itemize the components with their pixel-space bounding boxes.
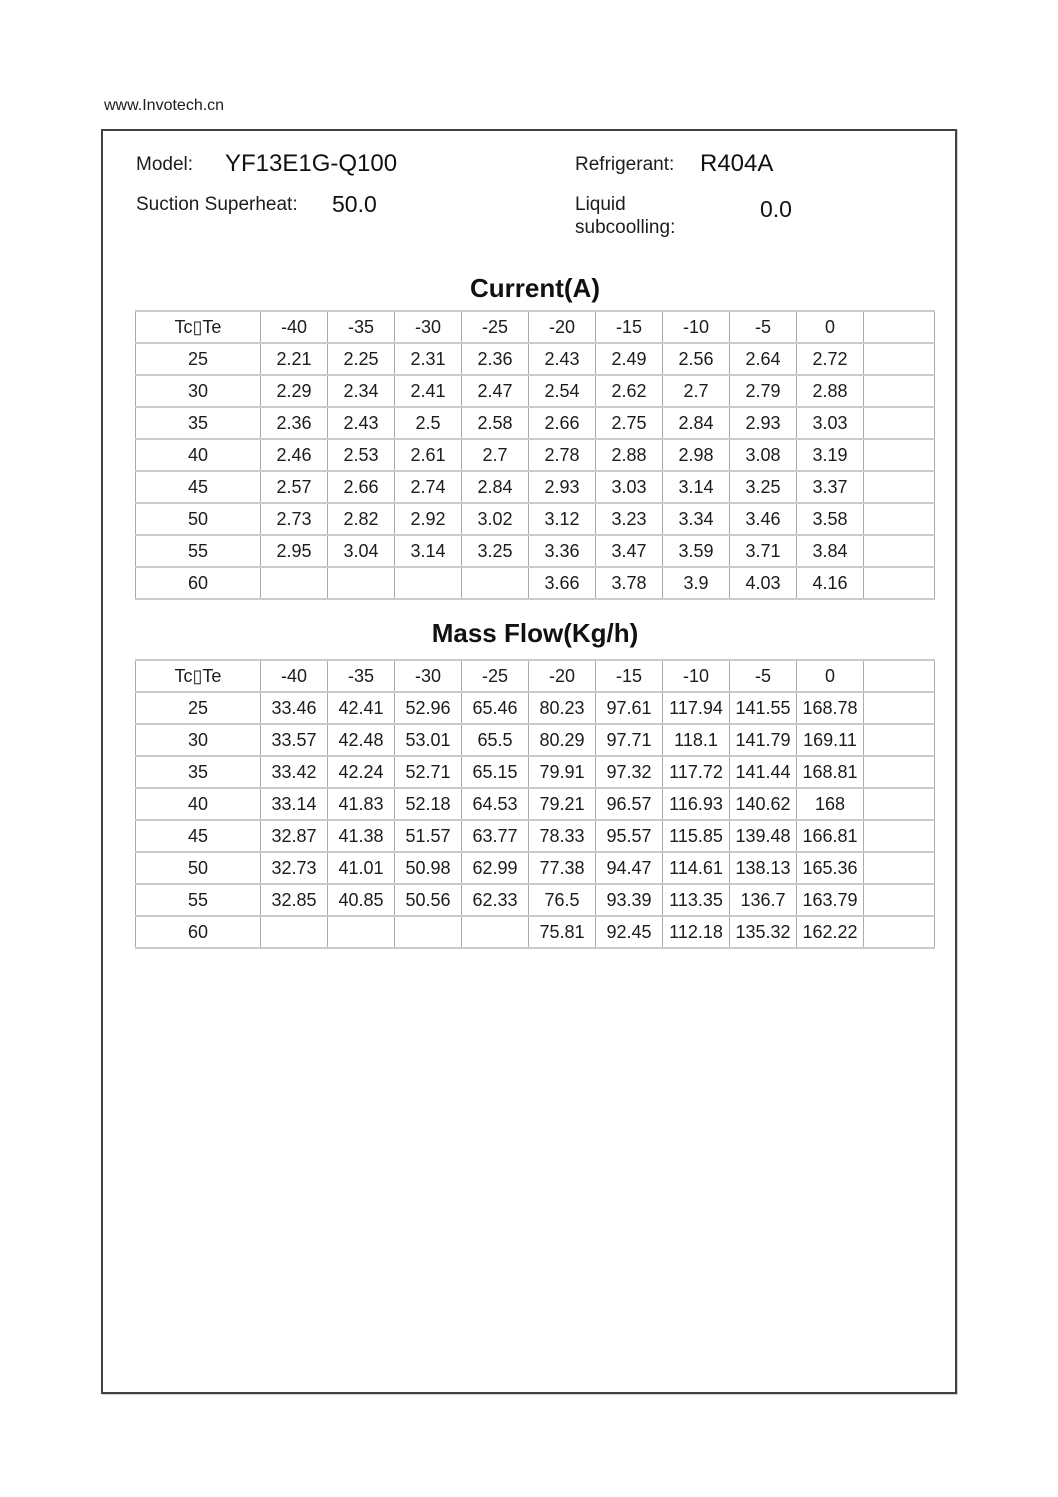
column-header-cell: -25 [462, 660, 529, 692]
value-cell: 3.84 [797, 535, 864, 567]
value-cell: 77.38 [529, 852, 596, 884]
value-cell: 2.21 [261, 343, 328, 375]
value-cell [864, 343, 935, 375]
value-cell: 4.03 [730, 567, 797, 599]
table-row [136, 692, 935, 724]
value-cell: 2.92 [395, 503, 462, 535]
column-header-cell: -15 [596, 311, 663, 343]
value-cell: 118.1 [663, 724, 730, 756]
row-label-cell: 40 [136, 788, 261, 820]
value-cell: 2.57 [261, 471, 328, 503]
value-cell: 141.55 [730, 692, 797, 724]
value-cell: 168 [797, 788, 864, 820]
value-cell: 97.61 [596, 692, 663, 724]
column-header-cell: -35 [328, 311, 395, 343]
corner-label-cell: Tc▯Te [136, 311, 261, 343]
value-cell: 141.79 [730, 724, 797, 756]
value-cell: 3.19 [797, 439, 864, 471]
value-cell: 2.47 [462, 375, 529, 407]
value-cell: 2.88 [596, 439, 663, 471]
value-cell: 97.71 [596, 724, 663, 756]
value-cell: 2.72 [797, 343, 864, 375]
value-cell: 3.12 [529, 503, 596, 535]
value-cell: 2.56 [663, 343, 730, 375]
row-label-cell: 35 [136, 756, 261, 788]
value-cell: 33.46 [261, 692, 328, 724]
value-cell: 2.49 [596, 343, 663, 375]
row-label-cell: 25 [136, 692, 261, 724]
model-value: YF13E1G-Q100 [225, 150, 398, 177]
table-row [136, 535, 935, 567]
value-cell [864, 884, 935, 916]
row-label-cell: 50 [136, 852, 261, 884]
column-header-cell: -5 [730, 311, 797, 343]
value-cell: 168.78 [797, 692, 864, 724]
column-header-cell: -30 [395, 311, 462, 343]
table-row [136, 439, 935, 471]
value-cell: 2.62 [596, 375, 663, 407]
value-cell: 2.93 [730, 407, 797, 439]
value-cell: 96.57 [596, 788, 663, 820]
value-cell: 51.57 [395, 820, 462, 852]
value-cell [864, 567, 935, 599]
value-cell: 116.93 [663, 788, 730, 820]
value-cell [864, 916, 935, 948]
value-cell: 117.94 [663, 692, 730, 724]
value-cell: 80.23 [529, 692, 596, 724]
value-cell: 79.91 [529, 756, 596, 788]
value-cell: 3.59 [663, 535, 730, 567]
value-cell: 3.66 [529, 567, 596, 599]
value-cell: 3.04 [328, 535, 395, 567]
row-label-cell: 30 [136, 375, 261, 407]
value-cell: 3.25 [730, 471, 797, 503]
table-row [136, 343, 935, 375]
value-cell: 79.21 [529, 788, 596, 820]
value-cell: 112.18 [663, 916, 730, 948]
value-cell: 3.03 [797, 407, 864, 439]
value-cell: 2.43 [328, 407, 395, 439]
value-cell: 42.24 [328, 756, 395, 788]
value-cell: 2.41 [395, 375, 462, 407]
value-cell: 3.14 [395, 535, 462, 567]
value-cell: 50.98 [395, 852, 462, 884]
column-header-cell: -15 [596, 660, 663, 692]
table-row [136, 884, 935, 916]
value-cell: 136.7 [730, 884, 797, 916]
value-cell: 2.54 [529, 375, 596, 407]
value-cell: 2.46 [261, 439, 328, 471]
model-label: Model: [136, 154, 194, 175]
value-cell: 40.85 [328, 884, 395, 916]
value-cell: 76.5 [529, 884, 596, 916]
table-row [136, 852, 935, 884]
value-cell: 3.03 [596, 471, 663, 503]
value-cell: 52.18 [395, 788, 462, 820]
value-cell: 114.61 [663, 852, 730, 884]
value-cell [864, 503, 935, 535]
value-cell [261, 567, 328, 599]
value-cell: 2.7 [462, 439, 529, 471]
value-cell: 65.15 [462, 756, 529, 788]
current-table-title: Current(A) [470, 273, 600, 303]
value-cell: 2.61 [395, 439, 462, 471]
column-header-cell [864, 311, 935, 343]
value-cell: 33.42 [261, 756, 328, 788]
value-cell: 2.84 [462, 471, 529, 503]
value-cell: 97.32 [596, 756, 663, 788]
value-cell: 168.81 [797, 756, 864, 788]
value-cell: 162.22 [797, 916, 864, 948]
value-cell: 2.29 [261, 375, 328, 407]
value-cell: 2.79 [730, 375, 797, 407]
value-cell [328, 916, 395, 948]
table-header-row [136, 660, 935, 692]
row-label-cell: 60 [136, 567, 261, 599]
value-cell: 65.5 [462, 724, 529, 756]
massflow-table [135, 659, 935, 949]
table-row [136, 407, 935, 439]
column-header-cell: -10 [663, 311, 730, 343]
value-cell: 2.73 [261, 503, 328, 535]
row-label-cell: 35 [136, 407, 261, 439]
value-cell [462, 916, 529, 948]
value-cell: 32.85 [261, 884, 328, 916]
value-cell [864, 407, 935, 439]
value-cell: 3.46 [730, 503, 797, 535]
value-cell: 141.44 [730, 756, 797, 788]
value-cell: 2.84 [663, 407, 730, 439]
value-cell: 41.01 [328, 852, 395, 884]
document-frame [101, 129, 957, 1394]
value-cell: 92.45 [596, 916, 663, 948]
value-cell: 2.36 [462, 343, 529, 375]
value-cell [864, 756, 935, 788]
value-cell: 2.66 [328, 471, 395, 503]
value-cell: 2.7 [663, 375, 730, 407]
value-cell: 113.35 [663, 884, 730, 916]
site-url: www.Invotech.cn [104, 97, 225, 114]
value-cell: 3.58 [797, 503, 864, 535]
value-cell [864, 692, 935, 724]
value-cell: 3.25 [462, 535, 529, 567]
value-cell: 63.77 [462, 820, 529, 852]
value-cell: 78.33 [529, 820, 596, 852]
value-cell: 94.47 [596, 852, 663, 884]
table-row [136, 788, 935, 820]
value-cell: 165.36 [797, 852, 864, 884]
value-cell: 3.71 [730, 535, 797, 567]
row-label-cell: 25 [136, 343, 261, 375]
value-cell: 33.14 [261, 788, 328, 820]
value-cell: 2.43 [529, 343, 596, 375]
value-cell [864, 820, 935, 852]
value-cell: 75.81 [529, 916, 596, 948]
row-label-cell: 45 [136, 820, 261, 852]
liquid-subcooling-value: 0.0 [760, 196, 792, 222]
row-label-cell: 60 [136, 916, 261, 948]
value-cell: 135.32 [730, 916, 797, 948]
value-cell: 3.14 [663, 471, 730, 503]
value-cell: 64.53 [462, 788, 529, 820]
value-cell: 3.02 [462, 503, 529, 535]
value-cell: 41.83 [328, 788, 395, 820]
value-cell: 3.34 [663, 503, 730, 535]
value-cell: 3.78 [596, 567, 663, 599]
value-cell: 2.36 [261, 407, 328, 439]
column-header-cell: -20 [529, 311, 596, 343]
value-cell [395, 567, 462, 599]
table-row [136, 567, 935, 599]
row-label-cell: 40 [136, 439, 261, 471]
refrigerant-label: Refrigerant: [575, 154, 675, 175]
liquid-subcooling-label: Liquid subcoolling: [575, 194, 676, 238]
value-cell [462, 567, 529, 599]
value-cell: 169.11 [797, 724, 864, 756]
column-header-cell: 0 [797, 311, 864, 343]
row-label-cell: 30 [136, 724, 261, 756]
value-cell: 115.85 [663, 820, 730, 852]
value-cell: 3.36 [529, 535, 596, 567]
value-cell: 163.79 [797, 884, 864, 916]
current-table [135, 310, 935, 600]
value-cell [864, 852, 935, 884]
value-cell: 2.74 [395, 471, 462, 503]
value-cell: 32.87 [261, 820, 328, 852]
value-cell: 65.46 [462, 692, 529, 724]
value-cell [864, 375, 935, 407]
value-cell: 2.53 [328, 439, 395, 471]
value-cell [864, 724, 935, 756]
value-cell: 2.95 [261, 535, 328, 567]
value-cell: 2.75 [596, 407, 663, 439]
value-cell: 4.16 [797, 567, 864, 599]
value-cell [864, 471, 935, 503]
value-cell: 3.23 [596, 503, 663, 535]
table-row [136, 503, 935, 535]
value-cell: 140.62 [730, 788, 797, 820]
value-cell: 52.71 [395, 756, 462, 788]
value-cell: 62.33 [462, 884, 529, 916]
value-cell: 80.29 [529, 724, 596, 756]
massflow-table-title: Mass Flow(Kg/h) [431, 618, 639, 648]
table-row [136, 375, 935, 407]
value-cell [864, 535, 935, 567]
value-cell: 3.37 [797, 471, 864, 503]
column-header-cell: -40 [261, 660, 328, 692]
value-cell: 2.66 [529, 407, 596, 439]
value-cell: 2.25 [328, 343, 395, 375]
value-cell: 42.48 [328, 724, 395, 756]
value-cell: 2.58 [462, 407, 529, 439]
row-label-cell: 55 [136, 535, 261, 567]
column-header-cell: -20 [529, 660, 596, 692]
value-cell: 41.38 [328, 820, 395, 852]
row-label-cell: 55 [136, 884, 261, 916]
value-cell: 93.39 [596, 884, 663, 916]
value-cell: 32.73 [261, 852, 328, 884]
value-cell: 3.08 [730, 439, 797, 471]
value-cell [864, 439, 935, 471]
value-cell [261, 916, 328, 948]
suction-superheat-label: Suction Superheat: [136, 194, 298, 215]
value-cell: 2.82 [328, 503, 395, 535]
value-cell: 2.34 [328, 375, 395, 407]
value-cell: 2.98 [663, 439, 730, 471]
corner-label-cell: Tc▯Te [136, 660, 261, 692]
table-row [136, 756, 935, 788]
value-cell: 50.56 [395, 884, 462, 916]
value-cell: 33.57 [261, 724, 328, 756]
column-header-cell: -25 [462, 311, 529, 343]
table-header-row [136, 311, 935, 343]
value-cell: 117.72 [663, 756, 730, 788]
value-cell: 2.93 [529, 471, 596, 503]
table-row [136, 916, 935, 948]
column-header-cell: -40 [261, 311, 328, 343]
table-row [136, 724, 935, 756]
value-cell: 52.96 [395, 692, 462, 724]
value-cell: 138.13 [730, 852, 797, 884]
table-row [136, 471, 935, 503]
column-header-cell: -5 [730, 660, 797, 692]
value-cell: 2.88 [797, 375, 864, 407]
value-cell: 2.64 [730, 343, 797, 375]
value-cell: 139.48 [730, 820, 797, 852]
value-cell [395, 916, 462, 948]
value-cell: 62.99 [462, 852, 529, 884]
value-cell: 42.41 [328, 692, 395, 724]
value-cell: 2.78 [529, 439, 596, 471]
value-cell [864, 788, 935, 820]
value-cell [328, 567, 395, 599]
value-cell: 95.57 [596, 820, 663, 852]
value-cell: 3.47 [596, 535, 663, 567]
value-cell: 2.5 [395, 407, 462, 439]
value-cell: 166.81 [797, 820, 864, 852]
column-header-cell: 0 [797, 660, 864, 692]
column-header-cell [864, 660, 935, 692]
suction-superheat-value: 50.0 [332, 191, 377, 217]
column-header-cell: -10 [663, 660, 730, 692]
value-cell: 3.9 [663, 567, 730, 599]
column-header-cell: -30 [395, 660, 462, 692]
column-header-cell: -35 [328, 660, 395, 692]
value-cell: 2.31 [395, 343, 462, 375]
refrigerant-value: R404A [700, 150, 774, 177]
row-label-cell: 50 [136, 503, 261, 535]
row-label-cell: 45 [136, 471, 261, 503]
value-cell: 53.01 [395, 724, 462, 756]
table-row [136, 820, 935, 852]
